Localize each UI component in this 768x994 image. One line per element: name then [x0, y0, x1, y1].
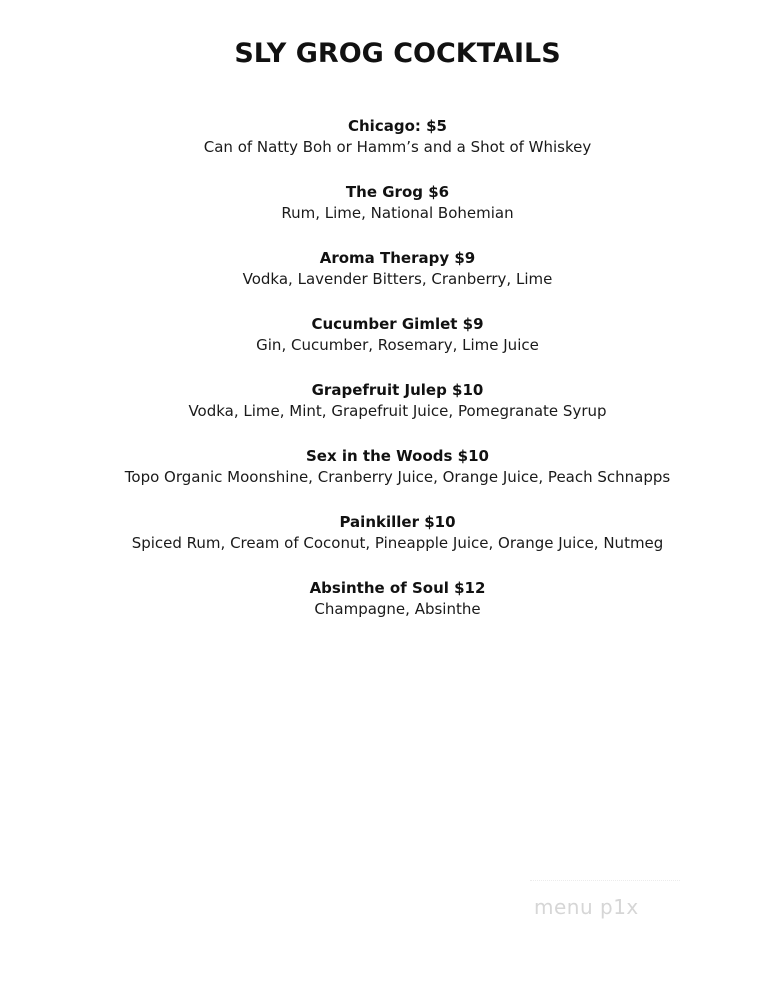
item-description: Vodka, Lime, Mint, Grapefruit Juice, Pomegranate Syrup [188, 402, 607, 420]
item-name: Grapefruit Julep $10 [311, 381, 484, 399]
item-name: Absinthe of Soul $12 [309, 579, 486, 597]
item-description: Rum, Lime, National Bohemian [281, 204, 514, 222]
item-description: Vodka, Lavender Bitters, Cranberry, Lime [242, 270, 553, 288]
item-description: Topo Organic Moonshine, Cranberry Juice, Orange Juice, Peach Schnapps [124, 468, 671, 486]
menu-item [0, 248, 768, 314]
watermark-divider [530, 880, 680, 891]
cocktail-list [0, 116, 768, 644]
item-description: Spiced Rum, Cream of Coconut, Pineapple Juice, Orange Juice, Nutmeg [131, 534, 664, 552]
menu-item [0, 446, 768, 512]
menu-item [0, 314, 768, 380]
item-name: Painkiller $10 [339, 513, 456, 531]
menu-item [0, 512, 768, 578]
item-name: The Grog $6 [345, 183, 450, 201]
menu-item [0, 380, 768, 446]
item-description: Gin, Cucumber, Rosemary, Lime Juice [256, 336, 539, 354]
item-name: Chicago: $5 [348, 117, 447, 135]
item-name: Aroma Therapy $9 [319, 249, 476, 267]
item-description: Can of Natty Boh or Hamm’s and a Shot of Whiskey [203, 138, 592, 156]
item-description: Champagne, Absinthe [314, 600, 481, 618]
item-name: Cucumber Gimlet $9 [311, 315, 484, 333]
menu-title: SLY GROG COCKTAILS [234, 38, 561, 69]
watermark-logo: menu p1x [534, 895, 639, 919]
menu-item [0, 578, 768, 644]
item-name: Sex in the Woods $10 [306, 447, 489, 465]
menu-item [0, 116, 768, 182]
menu-item [0, 182, 768, 248]
